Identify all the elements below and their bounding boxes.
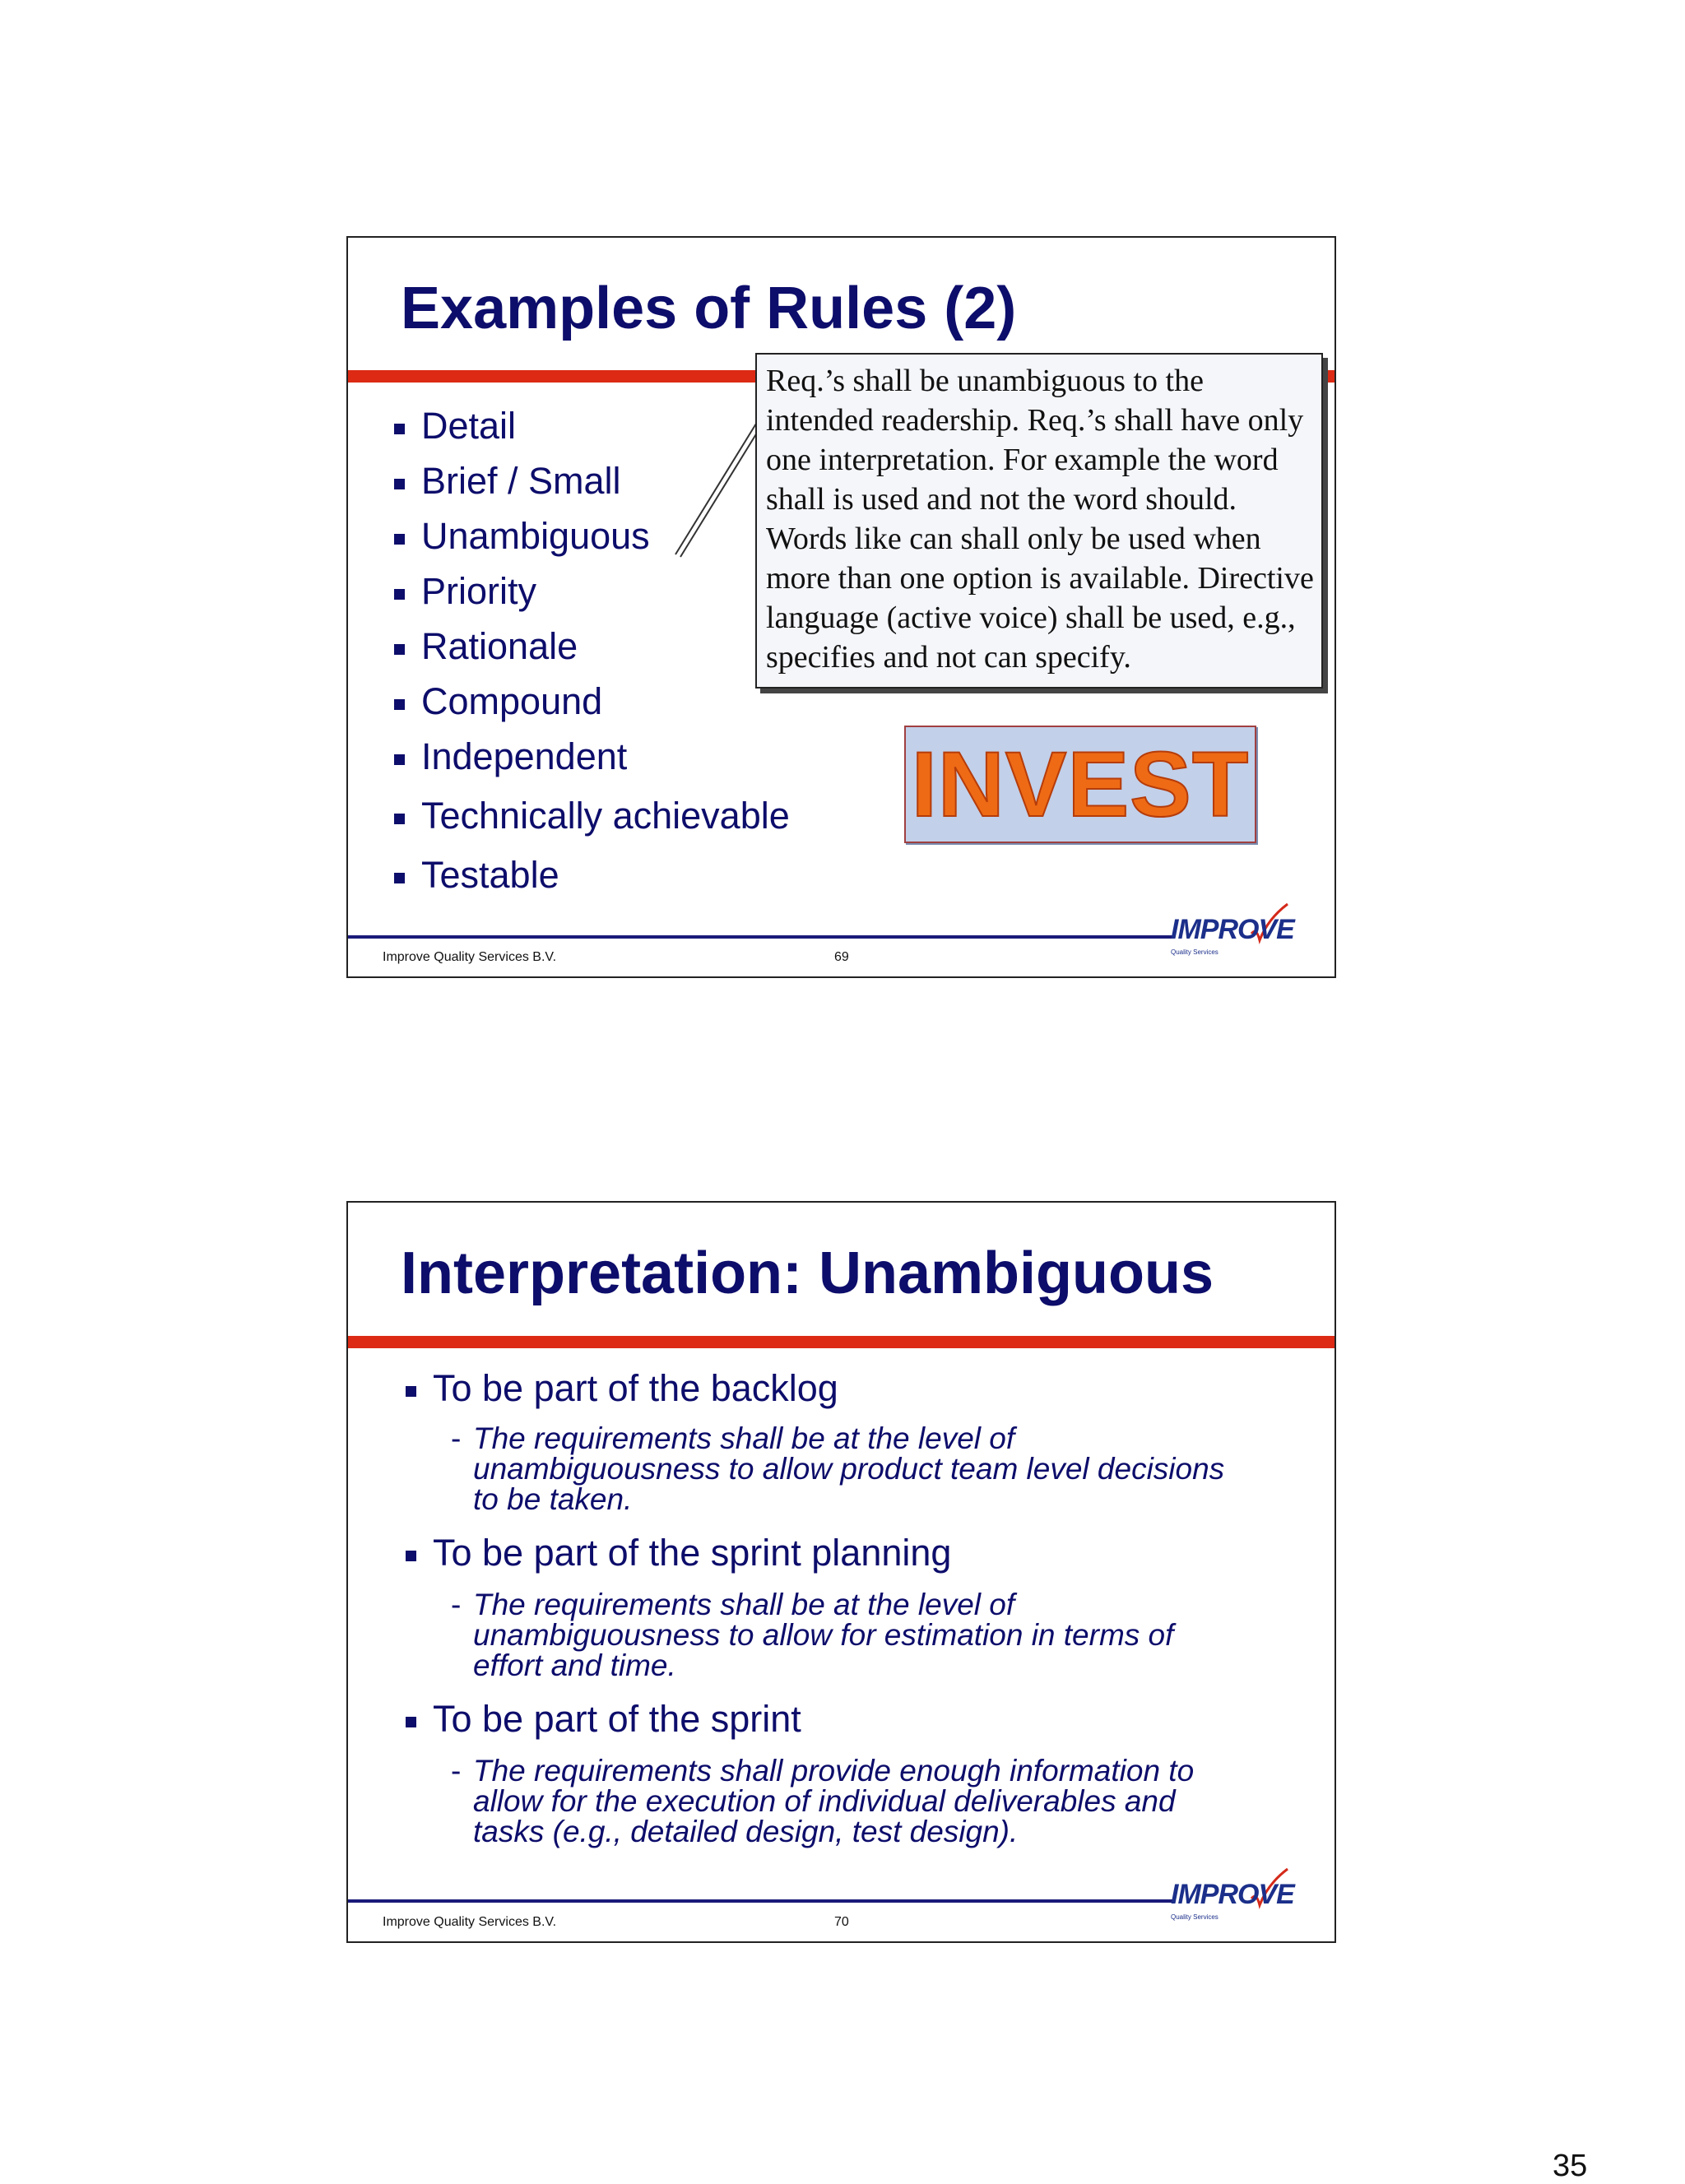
title-accent-bar [348, 1336, 1335, 1348]
invest-badge [904, 726, 1256, 843]
slide-title: Interpretation: Unambiguous [401, 1240, 1214, 1306]
list-item: Independent [394, 735, 627, 778]
list-item: Testable [394, 854, 559, 897]
slide-69 [346, 236, 1336, 978]
list-item: To be part of the backlog [406, 1367, 838, 1410]
bullet-square-icon [406, 1386, 416, 1397]
footer-page-number: 70 [834, 1915, 849, 1929]
invest-badge-text: INVEST [911, 733, 1250, 836]
logo-subtext: Quality Services [1171, 948, 1218, 956]
list-item: Priority [394, 570, 536, 613]
bullet-square-icon [406, 1551, 416, 1561]
list-item: Brief / Small [394, 460, 621, 503]
list-item: Detail [394, 405, 516, 447]
bullet-square-icon [406, 1717, 416, 1727]
list-item-detail: - The requirements shall be at the level of unambiguousness to allow for estimation in terms of effort and time. [451, 1588, 1174, 1682]
logo-subtext: Quality Services [1171, 1913, 1218, 1921]
list-item-detail: - The requirements shall be at the level of unambiguousness to allow product team level decisions to be taken. [451, 1421, 1225, 1516]
improve-logo [1171, 902, 1311, 960]
logo-wordmark: IMPROVE [1171, 914, 1294, 945]
list-item: Technically achievable [394, 795, 790, 837]
footer-page-number: 69 [834, 950, 849, 964]
list-item: Unambiguous [394, 515, 650, 558]
slide-70 [346, 1201, 1336, 1943]
footer-divider [348, 1899, 1175, 1903]
footer-company: Improve Quality Services B.V. [383, 1915, 557, 1929]
list-item: Rationale [394, 625, 578, 668]
improve-logo [1171, 1867, 1311, 1925]
list-item: Compound [394, 680, 602, 723]
list-item-detail: - The requirements shall provide enough information to allow for the execution of individual deliverables and tasks (e.g., detailed design, test design). [451, 1754, 1195, 1848]
list-item: To be part of the sprint planning [406, 1532, 951, 1574]
page-number: 35 [1553, 2149, 1588, 2183]
callout-box: Req.’s shall be unambiguous to the intended readership. Req.’s shall have only one interpretation. For example the word shall is used and not the word should. Words like can shall only be used when more than one option is available. Directive language (active voice) shall be used, e.g., specifies and not can specify. [755, 353, 1323, 689]
slide-title: Examples of Rules (2) [401, 276, 1017, 341]
logo-wordmark: IMPROVE [1171, 1879, 1294, 1910]
list-item: To be part of the sprint [406, 1698, 801, 1741]
footer-divider [348, 935, 1175, 939]
footer-company: Improve Quality Services B.V. [383, 950, 557, 964]
